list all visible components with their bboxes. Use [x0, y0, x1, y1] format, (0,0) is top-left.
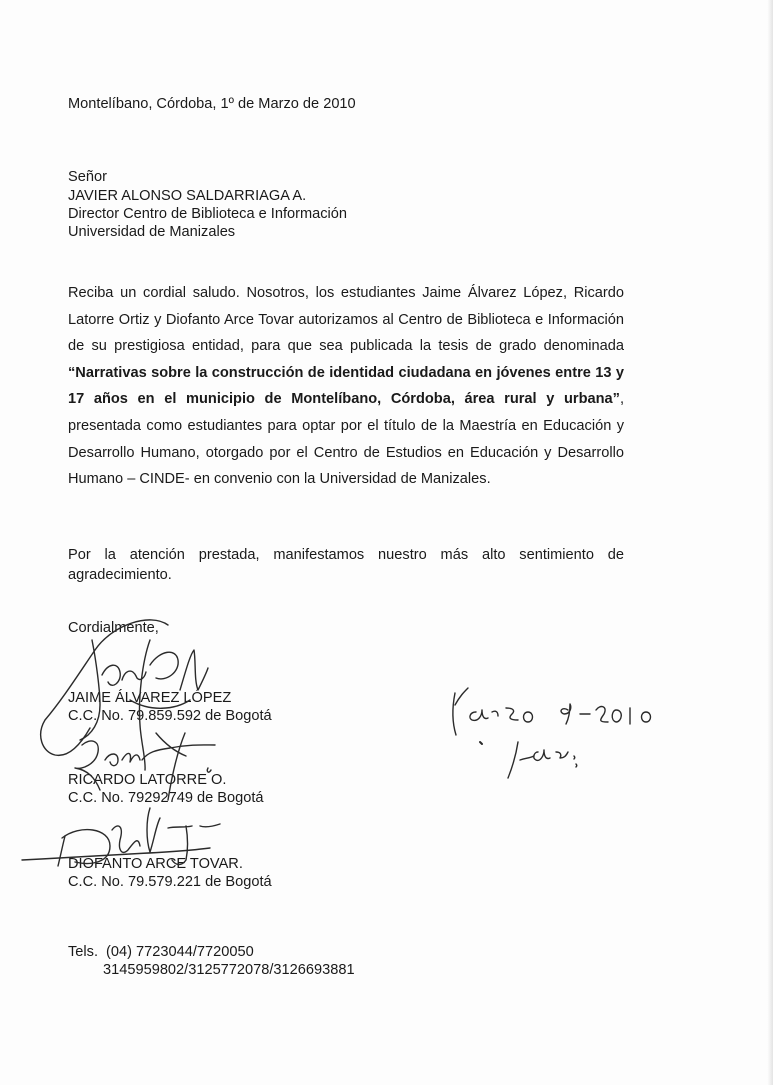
signatory-3-name: DIOFANTO ARCE TOVAR. [68, 856, 243, 872]
body-continuation: , presentada como estudiantes para optar por el título de la Maestría en Educación y Desarrollo Humano, otorgado por el Centro de Estudios en Educación y Desarrollo Humano – CINDE- en convenio con la Universidad de Manizales. [68, 391, 624, 488]
signatory-2-id: C.C. No. 79292749 de Bogotá [68, 790, 264, 806]
recipient-name: JAVIER ALONSO SALDARRIAGA A. [68, 188, 307, 204]
place-date: Montelíbano, Córdoba, 1º de Marzo de 2010 [68, 96, 356, 112]
recipient-salutation: Señor [68, 169, 107, 185]
page-edge-shadow [767, 0, 773, 1085]
recipient-position: Director Centro de Biblioteca e Información [68, 206, 348, 222]
signatory-1-name: JAIME ÁLVAREZ LÓPEZ [68, 690, 232, 706]
signatory-3-id: C.C. No. 79.579.221 de Bogotá [68, 874, 272, 890]
thesis-title: “Narrativas sobre la construcción de identidad ciudadana en jóvenes entre 13 y 17 años en el municipio de Montelíbano, Córdoba, área rural y urbana” [68, 364, 624, 408]
signatory-2-name: RICARDO LATORRE O. [68, 772, 227, 788]
signatory-1-id: C.C. No. 79.859.592 de Bogotá [68, 708, 272, 724]
received-note-handwriting [453, 688, 651, 778]
closing-paragraph: Por la atención prestada, manifestamos nuestro más alto sentimiento de agradecimiento. [68, 547, 624, 583]
body-paragraph [68, 280, 624, 493]
contact-phones-line2: 3145959802/3125772078/3126693881 [103, 962, 355, 978]
contact-phones-line1: (04) 7723044/7720050 [106, 944, 254, 960]
body-intro: Reciba un cordial saludo. Nosotros, los estudiantes Jaime Álvarez López, Ricardo Latorre Ortiz y Diofanto Arce Tovar autorizamos al Centro de Biblioteca e Información de su prestigiosa entidad, para que sea publicada la tesis de grado denominada [68, 285, 624, 355]
recipient-institution: Universidad de Manizales [68, 224, 236, 240]
closing-word: Cordialmente, [68, 620, 159, 636]
contact-label: Tels. [68, 944, 99, 960]
